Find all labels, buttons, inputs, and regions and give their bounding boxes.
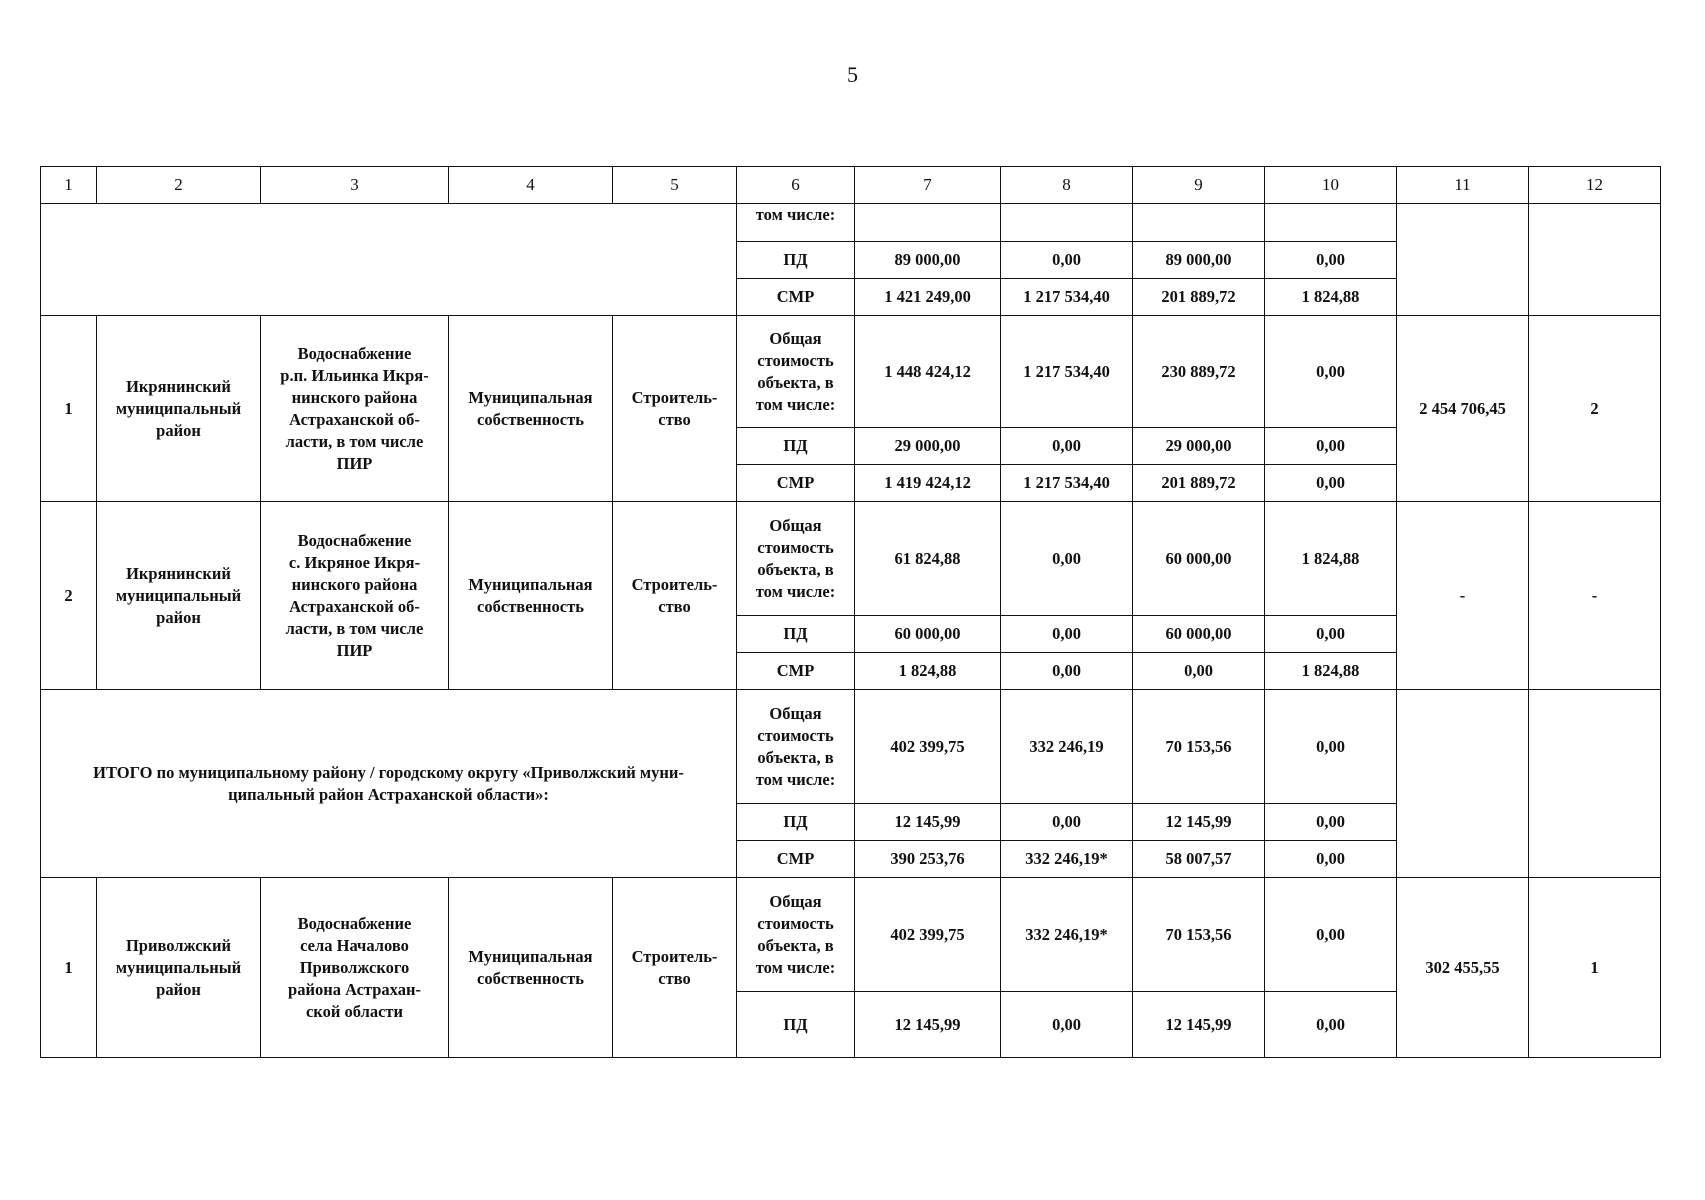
cell-value: 60 000,00 <box>1133 502 1265 616</box>
column-header: 1 <box>41 167 97 204</box>
row-number: 1 <box>41 316 97 502</box>
cell-value: 1 217 534,40 <box>1001 316 1133 428</box>
district-name: Икрянинский муниципальный район <box>97 502 261 690</box>
row-label: Общая стоимость объекта, в том числе: <box>737 690 855 804</box>
cell-value: 0,00 <box>1265 242 1397 279</box>
cell-blank <box>1397 690 1529 878</box>
cell-value: 390 253,76 <box>855 841 1001 878</box>
cell-value: 201 889,72 <box>1133 279 1265 316</box>
cell-value: 0,00 <box>1265 428 1397 465</box>
cell-value: 0,00 <box>1265 992 1397 1058</box>
work-type: Строитель- ство <box>613 502 737 690</box>
cell-value: 0,00 <box>1265 841 1397 878</box>
cell-value: 0,00 <box>1265 878 1397 992</box>
column-header: 11 <box>1397 167 1529 204</box>
cell-value: 402 399,75 <box>855 878 1001 992</box>
cell-value: 0,00 <box>1133 653 1265 690</box>
cell-value: 89 000,00 <box>855 242 1001 279</box>
cell-value: 230 889,72 <box>1133 316 1265 428</box>
object-name: Водоснабжение села Началово Приволжского района Астрахан- ской области <box>261 878 449 1058</box>
cell-value: 302 455,55 <box>1397 878 1529 1058</box>
cell-blank <box>1001 204 1133 242</box>
table-row <box>41 690 1661 804</box>
row-label: ПД <box>737 428 855 465</box>
investment-objects-table <box>40 166 1661 1058</box>
district-name: Икрянинский муниципальный район <box>97 316 261 502</box>
object-name: Водоснабжение с. Икряное Икря- нинского района Астраханской об- ласти, в том числе ПИР <box>261 502 449 690</box>
cell-value: 1 448 424,12 <box>855 316 1001 428</box>
row-label: Общая стоимость объекта, в том числе: <box>737 502 855 616</box>
row-label: Общая стоимость объекта, в том числе: <box>737 878 855 992</box>
cell-value: 1 824,88 <box>855 653 1001 690</box>
cell-blank <box>1529 204 1661 316</box>
cell-value: 1 824,88 <box>1265 279 1397 316</box>
row-label: ПД <box>737 616 855 653</box>
row-label: СМР <box>737 465 855 502</box>
cell-value: 0,00 <box>1265 316 1397 428</box>
table-row <box>41 502 1661 616</box>
cell-value: 2 454 706,45 <box>1397 316 1529 502</box>
row-label: том числе: <box>737 204 855 242</box>
column-header: 10 <box>1265 167 1397 204</box>
cell-value: 1 <box>1529 878 1661 1058</box>
cell-value: 60 000,00 <box>1133 616 1265 653</box>
cell-value: 29 000,00 <box>1133 428 1265 465</box>
column-header: 12 <box>1529 167 1661 204</box>
cell-value: 0,00 <box>1001 616 1133 653</box>
cell-value: 0,00 <box>1001 653 1133 690</box>
carry-over-blank <box>41 204 737 316</box>
cell-value: 1 217 534,40 <box>1001 279 1133 316</box>
column-number-row <box>41 167 1661 204</box>
work-type: Строитель- ство <box>613 878 737 1058</box>
cell-value: 58 007,57 <box>1133 841 1265 878</box>
column-header: 2 <box>97 167 261 204</box>
row-number: 1 <box>41 878 97 1058</box>
row-label: СМР <box>737 279 855 316</box>
cell-blank <box>1265 204 1397 242</box>
ownership-type: Муниципальная собственность <box>449 878 613 1058</box>
cell-value: - <box>1397 502 1529 690</box>
row-label: СМР <box>737 841 855 878</box>
cell-value: 0,00 <box>1265 690 1397 804</box>
row-label: Общая стоимость объекта, в том числе: <box>737 316 855 428</box>
ownership-type: Муниципальная собственность <box>449 316 613 502</box>
cell-value: 0,00 <box>1001 804 1133 841</box>
cell-value: 1 824,88 <box>1265 502 1397 616</box>
cell-value: 70 153,56 <box>1133 878 1265 992</box>
row-number: 2 <box>41 502 97 690</box>
cell-value: 0,00 <box>1001 502 1133 616</box>
column-header: 3 <box>261 167 449 204</box>
page-number: 5 <box>847 62 858 87</box>
ownership-type: Муниципальная собственность <box>449 502 613 690</box>
cell-blank <box>1529 690 1661 878</box>
row-label: СМР <box>737 653 855 690</box>
cell-value: 1 824,88 <box>1265 653 1397 690</box>
cell-blank <box>1397 204 1529 316</box>
cell-value: 0,00 <box>1001 428 1133 465</box>
row-label: ПД <box>737 992 855 1058</box>
district-name: Приволжский муниципальный район <box>97 878 261 1058</box>
column-header: 5 <box>613 167 737 204</box>
cell-value: 2 <box>1529 316 1661 502</box>
cell-value: 61 824,88 <box>855 502 1001 616</box>
cell-blank <box>855 204 1001 242</box>
cell-value: 332 246,19* <box>1001 841 1133 878</box>
row-label: ПД <box>737 242 855 279</box>
cell-value: 12 145,99 <box>855 804 1001 841</box>
cell-value: 29 000,00 <box>855 428 1001 465</box>
work-type: Строитель- ство <box>613 316 737 502</box>
cell-value: 0,00 <box>1001 242 1133 279</box>
cell-value: 89 000,00 <box>1133 242 1265 279</box>
cell-value: 0,00 <box>1001 992 1133 1058</box>
cell-value: 12 145,99 <box>1133 804 1265 841</box>
table-row <box>41 204 1661 242</box>
column-header: 9 <box>1133 167 1265 204</box>
row-label: ПД <box>737 804 855 841</box>
cell-value: - <box>1529 502 1661 690</box>
cell-value: 0,00 <box>1265 804 1397 841</box>
cell-value: 332 246,19 <box>1001 690 1133 804</box>
cell-blank <box>1133 204 1265 242</box>
cell-value: 402 399,75 <box>855 690 1001 804</box>
cell-value: 0,00 <box>1265 465 1397 502</box>
table-row <box>41 878 1661 992</box>
cell-value: 0,00 <box>1265 616 1397 653</box>
district-total-label: ИТОГО по муниципальному району / городскому округу «Приволжский муни-ципальный район Астраханской области»: <box>41 690 737 878</box>
cell-value: 12 145,99 <box>1133 992 1265 1058</box>
cell-value: 1 421 249,00 <box>855 279 1001 316</box>
cell-value: 70 153,56 <box>1133 690 1265 804</box>
cell-value: 12 145,99 <box>855 992 1001 1058</box>
cell-value: 201 889,72 <box>1133 465 1265 502</box>
column-header: 7 <box>855 167 1001 204</box>
cell-value: 60 000,00 <box>855 616 1001 653</box>
column-header: 4 <box>449 167 613 204</box>
cell-value: 332 246,19* <box>1001 878 1133 992</box>
table-row <box>41 316 1661 428</box>
column-header: 8 <box>1001 167 1133 204</box>
cell-value: 1 217 534,40 <box>1001 465 1133 502</box>
column-header: 6 <box>737 167 855 204</box>
object-name: Водоснабжение р.п. Ильинка Икря- нинского района Астраханской об- ласти, в том числе ПИР <box>261 316 449 502</box>
cell-value: 1 419 424,12 <box>855 465 1001 502</box>
